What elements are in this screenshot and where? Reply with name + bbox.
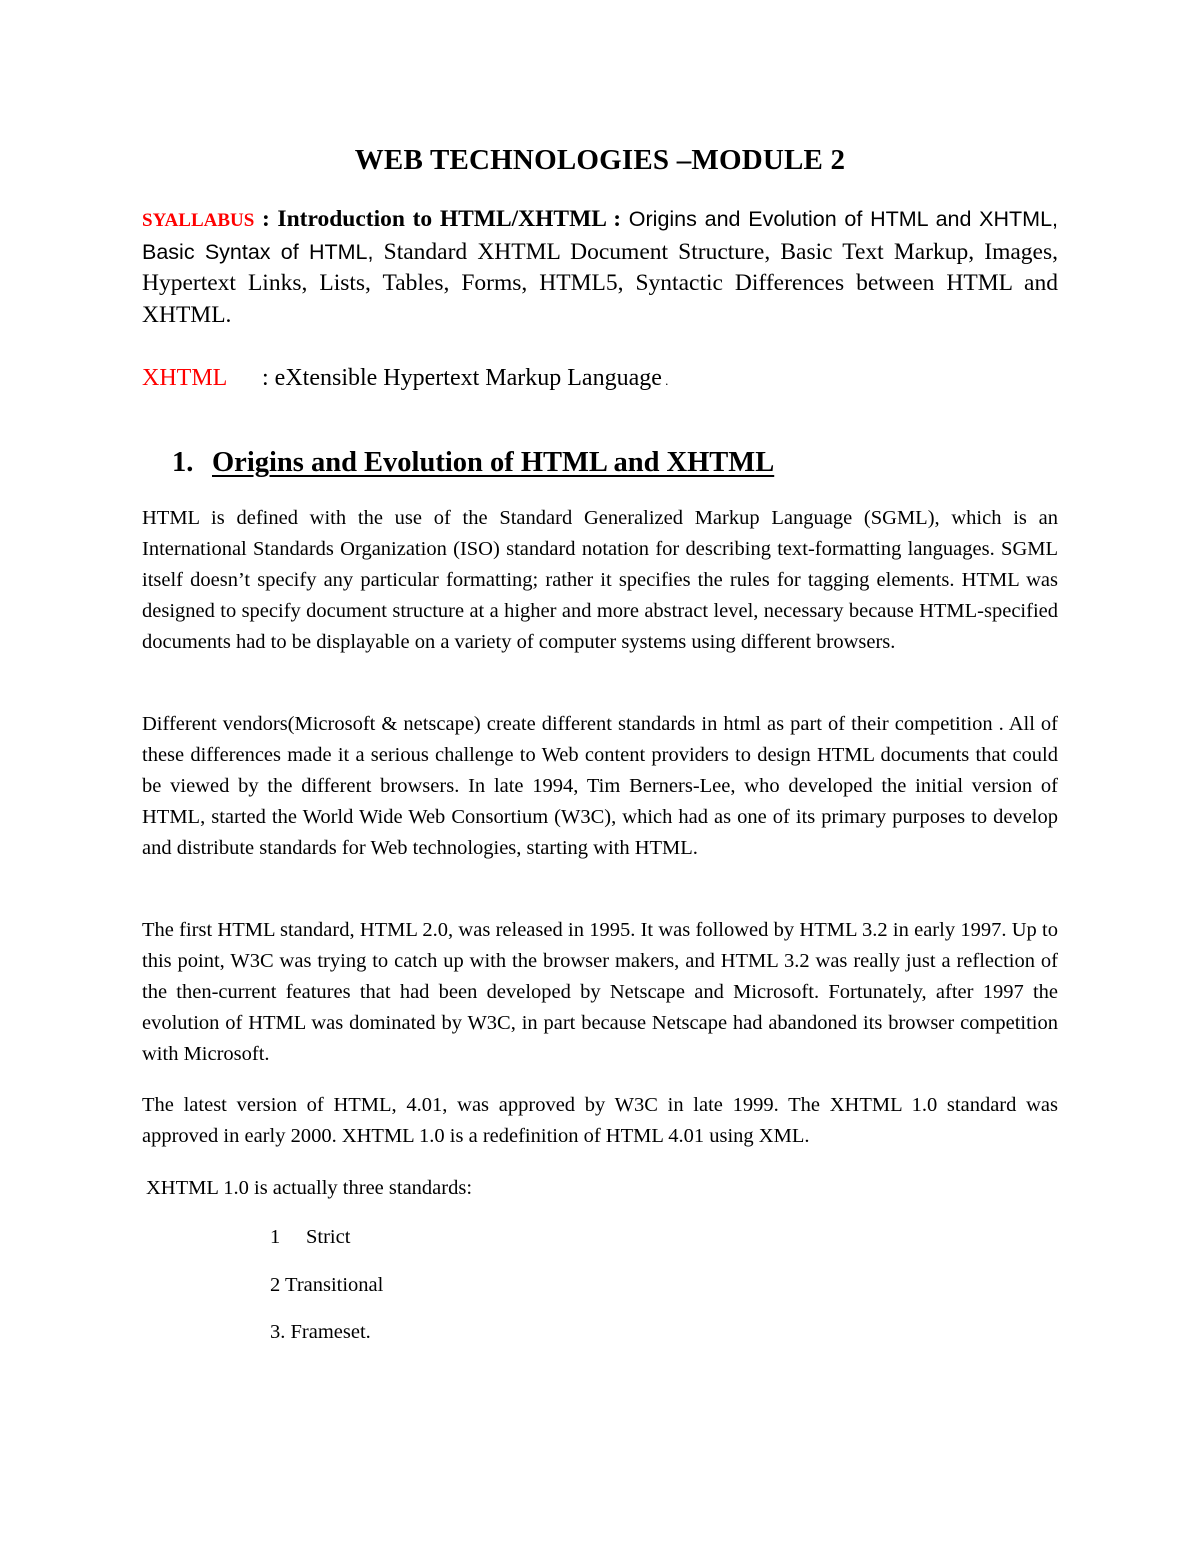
xhtml-separator: : xyxy=(262,365,275,391)
syllabus-lead: Origins and Evolution of HTML and XHTML, Basic Syntax of HTML, xyxy=(142,207,1059,264)
syllabus-block xyxy=(142,204,1058,331)
section-heading-text: Origins and Evolution of HTML and XHTML xyxy=(212,447,775,478)
syllabus-tag: SYALLABUS xyxy=(142,210,255,231)
xhtml-definition xyxy=(142,362,668,397)
document-title: WEB TECHNOLOGIES –MODULE 2 xyxy=(354,144,846,176)
paragraph-sgml: HTML is defined with the use of the Standard Generalized Markup Language (SGML), which is an International Standards Organization (ISO) standard notation for describing text-formatting languages. SGML itself doesn’t specify any particular formatting; rather it specifies the rules for tagging elements. HTML was designed to specify document structure at a higher and more abstract level, necessary because HTML-specified documents had to be displayable on a variety of computer systems using different browsers. xyxy=(142,507,1058,653)
syllabus-separator: : xyxy=(254,206,278,232)
paragraph-first-standard: The first HTML standard, HTML 2.0, was released in 1995. It was followed by HTML 3.2 in early 1997. Up to this point, W3C was trying to catch up with the browser makers, and HTML 3.2 was really just a reflection of the then-current features that had been developed by Netscape and Microsoft. Fortunately, after 1997 the evolution of HTML was dominated by W3C, in part because Netscape had abandoned its browser competition with Microsoft. xyxy=(142,919,1058,1065)
paragraph-three-standards: XHTML 1.0 is actually three standards: xyxy=(146,1177,473,1199)
xhtml-trailing: . xyxy=(661,373,669,388)
section-heading xyxy=(172,444,774,482)
list-item-number: 3. xyxy=(270,1321,286,1343)
list-item-number: 2 xyxy=(270,1274,281,1296)
xhtml-expansion: eXtensible Hypertext Markup Language xyxy=(274,365,662,391)
list-item-label: Frameset. xyxy=(290,1321,371,1343)
list-item xyxy=(270,1270,383,1301)
list-item xyxy=(270,1222,350,1253)
syllabus-topic-separator: : xyxy=(605,206,629,232)
xhtml-abbr: XHTML xyxy=(142,365,228,391)
list-item-label: Strict xyxy=(306,1226,351,1248)
syllabus-rest: Standard XHTML Document Structure, Basic Text Markup, Images, Hypertext Links, Lists, Tables, Forms, HTML5, Syntactic Differences between HTML and XHTML. xyxy=(142,238,1059,328)
section-number: 1. xyxy=(172,447,194,478)
list-item-number: 1 xyxy=(270,1226,281,1248)
list-item xyxy=(270,1317,371,1348)
list-item-label: Transitional xyxy=(285,1274,384,1296)
paragraph-latest-version: The latest version of HTML, 4.01, was approved by W3C in late 1999. The XHTML 1.0 standard was approved in early 2000. XHTML 1.0 is a redefinition of HTML 4.01 using XML. xyxy=(142,1094,1058,1147)
syllabus-topic: Introduction to HTML/XHTML xyxy=(277,206,606,232)
paragraph-vendors: Different vendors(Microsoft & netscape) create different standards in html as part of their competition . All of these differences made it a serious challenge to Web content providers to design HTML documents that could be viewed by the different browsers. In late 1994, Tim Berners-Lee, who developed the initial version of HTML, started the World Wide Web Consortium (W3C), which had as one of its primary purposes to develop and distribute standards for Web technologies, starting with HTML. xyxy=(142,713,1058,859)
